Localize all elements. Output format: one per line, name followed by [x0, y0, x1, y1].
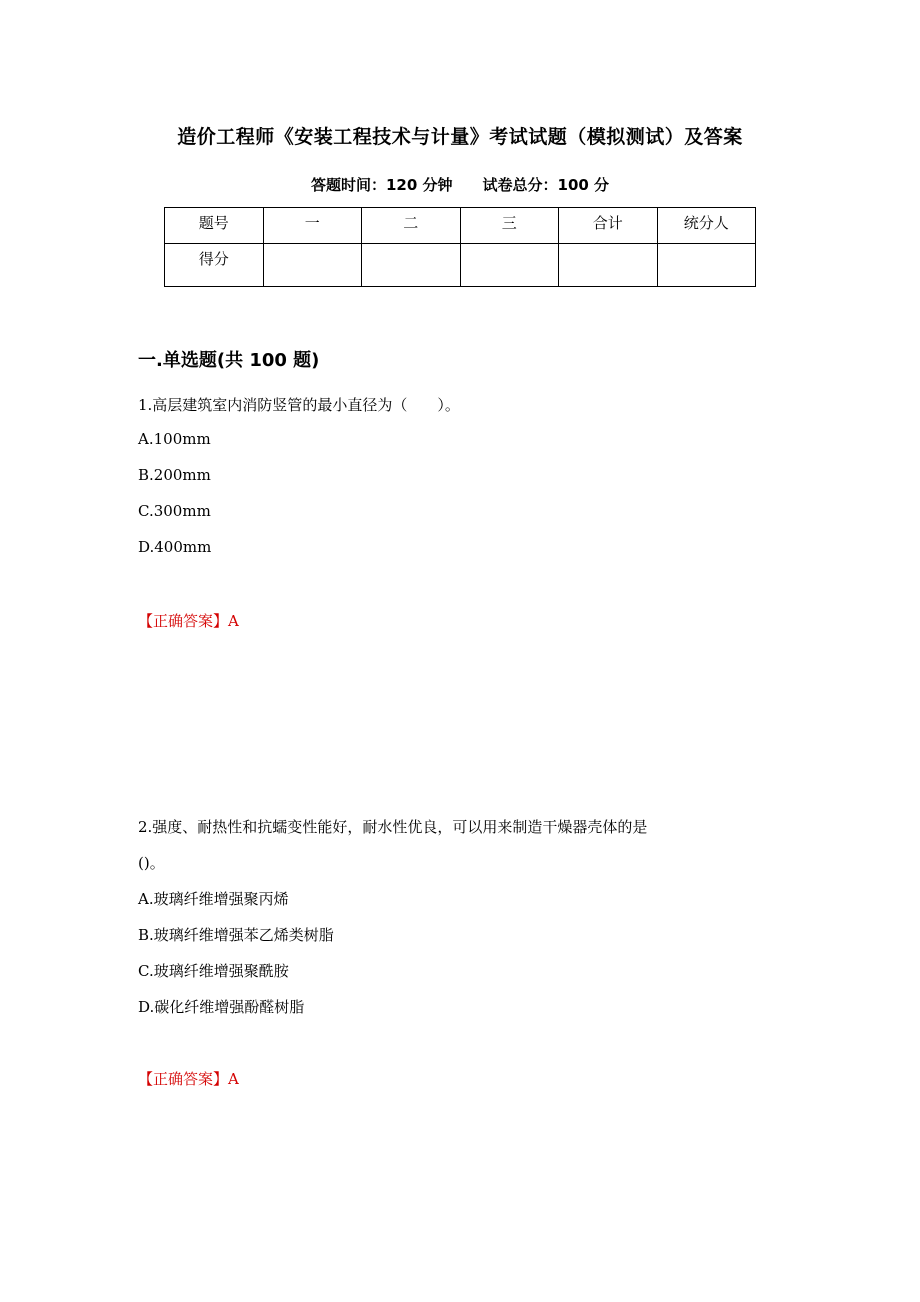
- question-2-option-a: A.玻璃纤维增强聚丙烯: [138, 890, 289, 908]
- question-1-option-c: C.300mm: [138, 502, 211, 520]
- question-1-option-a: A.100mm: [138, 430, 211, 448]
- score-cell: [460, 244, 559, 287]
- answer-value: A: [228, 1070, 239, 1088]
- header-cell: 一: [263, 208, 362, 244]
- score-table-score-row: [165, 244, 756, 287]
- header-cell: 二: [362, 208, 461, 244]
- question-1-answer: [138, 610, 239, 631]
- answer-value: A: [228, 612, 239, 630]
- score-row-label: 得分: [165, 244, 264, 287]
- question-2-option-d: D.碳化纤维增强酚醛树脂: [138, 998, 305, 1016]
- header-cell: 合计: [559, 208, 658, 244]
- question-2-stem-cont: ()。: [138, 854, 165, 872]
- header-cell: 三: [460, 208, 559, 244]
- score-table-header-row: [165, 208, 756, 244]
- score-cell: [362, 244, 461, 287]
- question-1-stem: 1.高层建筑室内消防竖管的最小直径为（ ）。: [138, 396, 460, 414]
- question-2-option-b: B.玻璃纤维增强苯乙烯类树脂: [138, 926, 334, 944]
- question-2-option-c: C.玻璃纤维增强聚酰胺: [138, 962, 289, 980]
- page-title: 造价工程师《安装工程技术与计量》考试试题（模拟测试）及答案: [177, 126, 743, 148]
- exam-total-score: 试卷总分：100 分: [482, 176, 610, 194]
- question-2-stem: 2.强度、耐热性和抗蠕变性能好，耐水性优良，可以用来制造干燥器壳体的是: [138, 818, 648, 836]
- question-1-option-b: B.200mm: [138, 466, 211, 484]
- section-heading: 一.单选题(共 100 题): [138, 350, 320, 371]
- header-cell: 统分人: [657, 208, 756, 244]
- question-2-answer: [138, 1068, 239, 1089]
- header-cell: 题号: [165, 208, 264, 244]
- score-cell: [559, 244, 658, 287]
- answer-label: 【正确答案】: [138, 1070, 229, 1088]
- answer-label: 【正确答案】: [138, 612, 229, 630]
- question-1-option-d: D.400mm: [138, 538, 212, 556]
- exam-time: 答题时间：120 分钟: [310, 176, 453, 194]
- score-table: [164, 207, 756, 287]
- score-cell: [657, 244, 756, 287]
- score-cell: [263, 244, 362, 287]
- exam-meta: [0, 174, 920, 195]
